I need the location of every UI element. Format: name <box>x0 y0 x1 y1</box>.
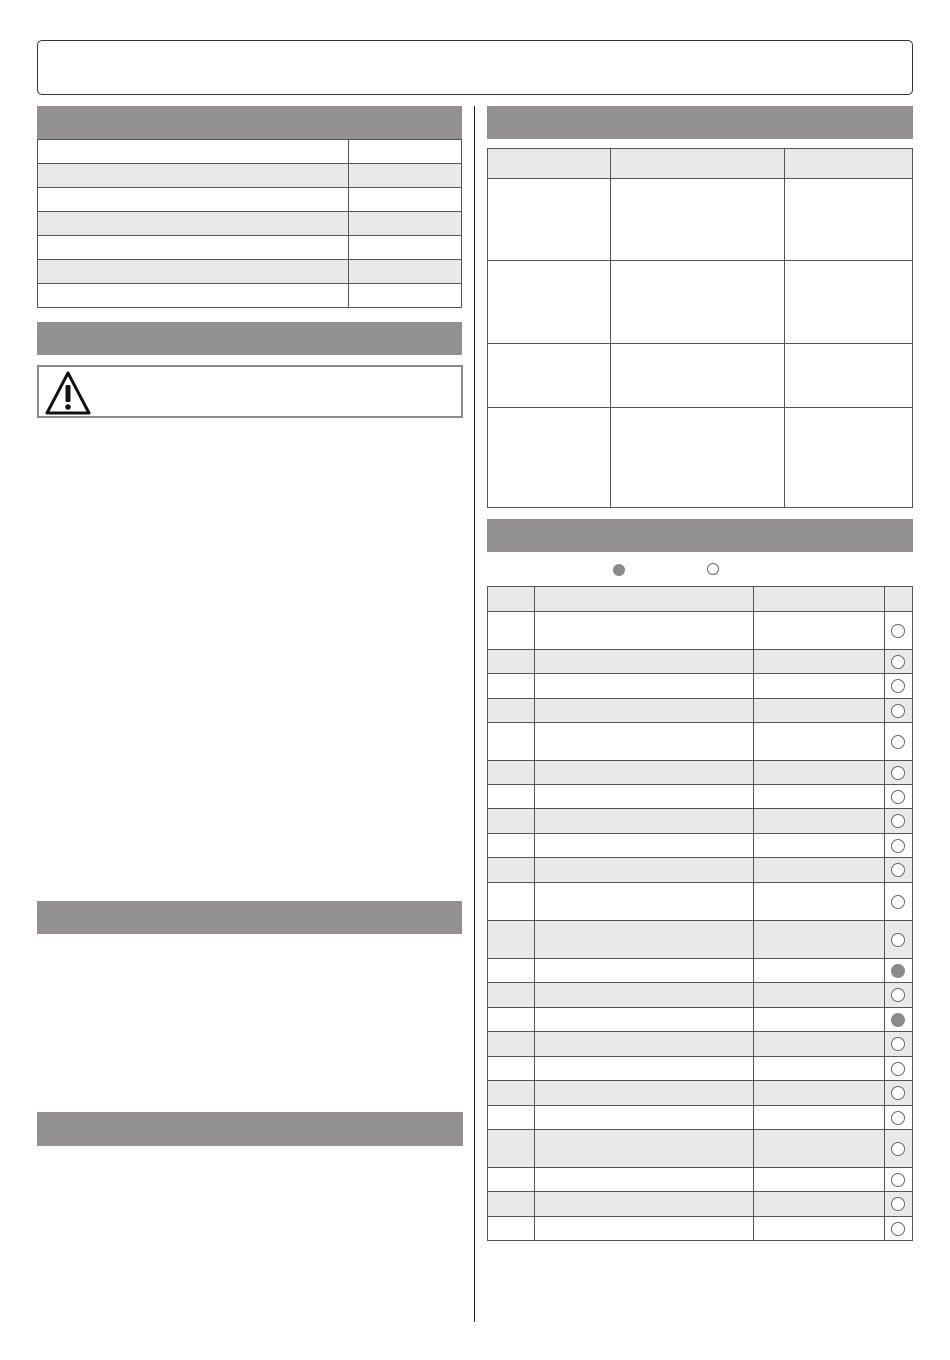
table-cell <box>535 1217 754 1241</box>
table-row <box>488 809 913 834</box>
table-cell <box>611 179 784 261</box>
table-cell <box>488 1106 535 1130</box>
spec-label <box>38 164 349 188</box>
column-header <box>488 149 611 179</box>
spec-value <box>348 236 461 260</box>
table-row <box>488 921 913 959</box>
table-cell <box>488 983 535 1008</box>
table-cell <box>488 858 535 883</box>
status-cell <box>884 1081 912 1106</box>
table-cell <box>753 723 884 761</box>
warning-triangle-icon <box>44 370 92 416</box>
empty-circle-icon <box>891 814 905 828</box>
table-cell <box>753 1081 884 1106</box>
empty-circle-icon <box>891 1086 905 1100</box>
column-header <box>611 149 784 179</box>
table-cell <box>488 809 535 834</box>
table-cell <box>535 1106 754 1130</box>
status-cell <box>884 723 912 761</box>
table-cell <box>488 1130 535 1168</box>
status-cell <box>884 921 912 959</box>
section-header-troubleshooting <box>487 106 913 139</box>
table-cell <box>753 921 884 959</box>
table-row <box>488 959 913 983</box>
spec-label <box>38 236 349 260</box>
spec-value <box>348 140 461 164</box>
table-row <box>488 723 913 761</box>
empty-circle-icon <box>891 1037 905 1051</box>
empty-circle-icon <box>891 1111 905 1125</box>
table-cell <box>535 883 754 921</box>
table-cell <box>784 261 912 344</box>
table-cell <box>784 179 912 261</box>
table-row <box>488 674 913 699</box>
table-row <box>488 1192 913 1217</box>
empty-circle-icon <box>891 839 905 853</box>
status-cell <box>884 883 912 921</box>
table-cell <box>535 1057 754 1081</box>
section-header-3 <box>37 901 462 934</box>
table-row <box>488 1130 913 1168</box>
table-row <box>488 1032 913 1057</box>
table-cell <box>535 983 754 1008</box>
empty-circle-icon <box>891 895 905 909</box>
empty-circle-icon <box>891 704 905 718</box>
table-cell <box>488 1217 535 1241</box>
table-cell <box>535 1032 754 1057</box>
table-cell <box>753 1008 884 1032</box>
table-cell <box>535 809 754 834</box>
filled-circle-icon <box>613 564 625 576</box>
table-cell <box>535 834 754 858</box>
column-divider <box>474 106 475 1322</box>
table-cell <box>753 834 884 858</box>
column-header <box>753 587 884 612</box>
spec-value <box>348 188 461 212</box>
spec-label <box>38 260 349 284</box>
table-row <box>488 699 913 723</box>
table-cell <box>488 699 535 723</box>
specifications-table <box>37 139 462 308</box>
column-header <box>535 587 754 612</box>
table-cell <box>488 261 611 344</box>
table-cell <box>488 408 611 508</box>
table-cell <box>488 1008 535 1032</box>
table-cell <box>535 1081 754 1106</box>
table-cell <box>535 959 754 983</box>
table-cell <box>753 761 884 785</box>
section-header-4 <box>37 1112 463 1146</box>
table-cell <box>535 650 754 674</box>
section-header-specifications <box>37 106 462 139</box>
status-cell <box>884 1130 912 1168</box>
table-row <box>488 1008 913 1032</box>
document-title-box <box>37 40 913 95</box>
table-cell <box>753 674 884 699</box>
table-cell <box>753 883 884 921</box>
table-cell <box>488 650 535 674</box>
status-cell <box>884 674 912 699</box>
table-cell <box>488 1081 535 1106</box>
table-cell <box>535 1192 754 1217</box>
table-cell <box>753 1130 884 1168</box>
table-cell <box>488 1032 535 1057</box>
table-cell <box>753 1106 884 1130</box>
filled-circle-icon <box>891 1013 905 1027</box>
table-row <box>488 761 913 785</box>
table-cell <box>753 858 884 883</box>
table-row <box>488 858 913 883</box>
table-row <box>488 983 913 1008</box>
empty-circle-icon <box>891 735 905 749</box>
status-cell <box>884 809 912 834</box>
spec-label <box>38 140 349 164</box>
table-header-row <box>488 149 913 179</box>
table-cell <box>535 1008 754 1032</box>
table-cell <box>488 761 535 785</box>
maintenance-table <box>487 586 913 1241</box>
empty-circle-icon <box>891 1173 905 1187</box>
table-header-row <box>488 587 913 612</box>
table-cell <box>535 1130 754 1168</box>
table-row <box>38 212 462 236</box>
status-cell <box>884 1168 912 1192</box>
table-row <box>488 408 913 508</box>
empty-circle-icon <box>707 563 719 575</box>
table-row <box>488 785 913 809</box>
spec-value <box>348 284 461 308</box>
empty-circle-icon <box>891 1197 905 1211</box>
status-cell <box>884 834 912 858</box>
table-cell <box>535 785 754 809</box>
table-cell <box>753 1032 884 1057</box>
empty-circle-icon <box>891 1222 905 1236</box>
spec-value <box>348 164 461 188</box>
table-row <box>38 164 462 188</box>
troubleshooting-table <box>487 148 913 508</box>
table-cell <box>488 959 535 983</box>
column-header <box>784 149 912 179</box>
table-cell <box>753 1192 884 1217</box>
table-cell <box>753 612 884 650</box>
table-row <box>488 1106 913 1130</box>
table-row <box>38 188 462 212</box>
status-cell <box>884 1192 912 1217</box>
table-row <box>488 1057 913 1081</box>
table-row <box>488 179 913 261</box>
status-cell <box>884 761 912 785</box>
empty-circle-icon <box>891 679 905 693</box>
spec-label <box>38 188 349 212</box>
table-cell <box>488 883 535 921</box>
table-cell <box>753 809 884 834</box>
empty-circle-icon <box>891 766 905 780</box>
table-cell <box>535 921 754 959</box>
table-cell <box>753 650 884 674</box>
table-cell <box>753 1168 884 1192</box>
table-row <box>488 883 913 921</box>
table-row <box>488 1168 913 1192</box>
spec-label <box>38 284 349 308</box>
empty-circle-icon <box>891 790 905 804</box>
table-cell <box>784 408 912 508</box>
table-row <box>38 140 462 164</box>
status-cell <box>884 983 912 1008</box>
filled-circle-icon <box>891 964 905 978</box>
table-cell <box>488 612 535 650</box>
empty-circle-icon <box>891 1062 905 1076</box>
table-cell <box>611 408 784 508</box>
empty-circle-icon <box>891 655 905 669</box>
warning-box <box>37 365 463 418</box>
section-header-safety <box>37 322 462 355</box>
status-cell <box>884 612 912 650</box>
table-cell <box>753 983 884 1008</box>
table-cell <box>535 699 754 723</box>
empty-circle-icon <box>891 933 905 947</box>
table-cell <box>535 674 754 699</box>
table-row <box>488 834 913 858</box>
column-header <box>884 587 912 612</box>
table-cell <box>753 699 884 723</box>
table-cell <box>488 785 535 809</box>
table-cell <box>611 344 784 408</box>
table-cell <box>753 1057 884 1081</box>
table-cell <box>753 959 884 983</box>
status-cell <box>884 650 912 674</box>
table-cell <box>488 674 535 699</box>
section-header-maintenance <box>487 519 913 552</box>
table-cell <box>535 723 754 761</box>
table-cell <box>753 1217 884 1241</box>
empty-circle-icon <box>891 988 905 1002</box>
spec-label <box>38 212 349 236</box>
table-row <box>38 236 462 260</box>
empty-circle-icon <box>891 624 905 638</box>
spec-value <box>348 212 461 236</box>
table-row <box>488 344 913 408</box>
status-cell <box>884 699 912 723</box>
table-cell <box>488 1192 535 1217</box>
column-header <box>488 587 535 612</box>
status-cell <box>884 1008 912 1032</box>
table-cell <box>488 179 611 261</box>
status-cell <box>884 1032 912 1057</box>
status-cell <box>884 1217 912 1241</box>
table-cell <box>488 834 535 858</box>
table-cell <box>784 344 912 408</box>
table-cell <box>753 785 884 809</box>
table-cell <box>488 723 535 761</box>
table-cell <box>488 1057 535 1081</box>
table-cell <box>488 1168 535 1192</box>
table-row <box>488 612 913 650</box>
empty-circle-icon <box>891 1142 905 1156</box>
table-cell <box>535 761 754 785</box>
table-row <box>488 261 913 344</box>
empty-circle-icon <box>891 863 905 877</box>
table-cell <box>535 858 754 883</box>
maintenance-legend <box>487 560 913 580</box>
table-row <box>488 1217 913 1241</box>
table-cell <box>535 1168 754 1192</box>
table-cell <box>535 612 754 650</box>
status-cell <box>884 1057 912 1081</box>
table-cell <box>488 344 611 408</box>
status-cell <box>884 1106 912 1130</box>
table-cell <box>611 261 784 344</box>
status-cell <box>884 858 912 883</box>
table-cell <box>488 921 535 959</box>
table-row <box>488 1081 913 1106</box>
table-row <box>488 650 913 674</box>
status-cell <box>884 785 912 809</box>
status-cell <box>884 959 912 983</box>
table-row <box>38 260 462 284</box>
spec-value <box>348 260 461 284</box>
table-row <box>38 284 462 308</box>
